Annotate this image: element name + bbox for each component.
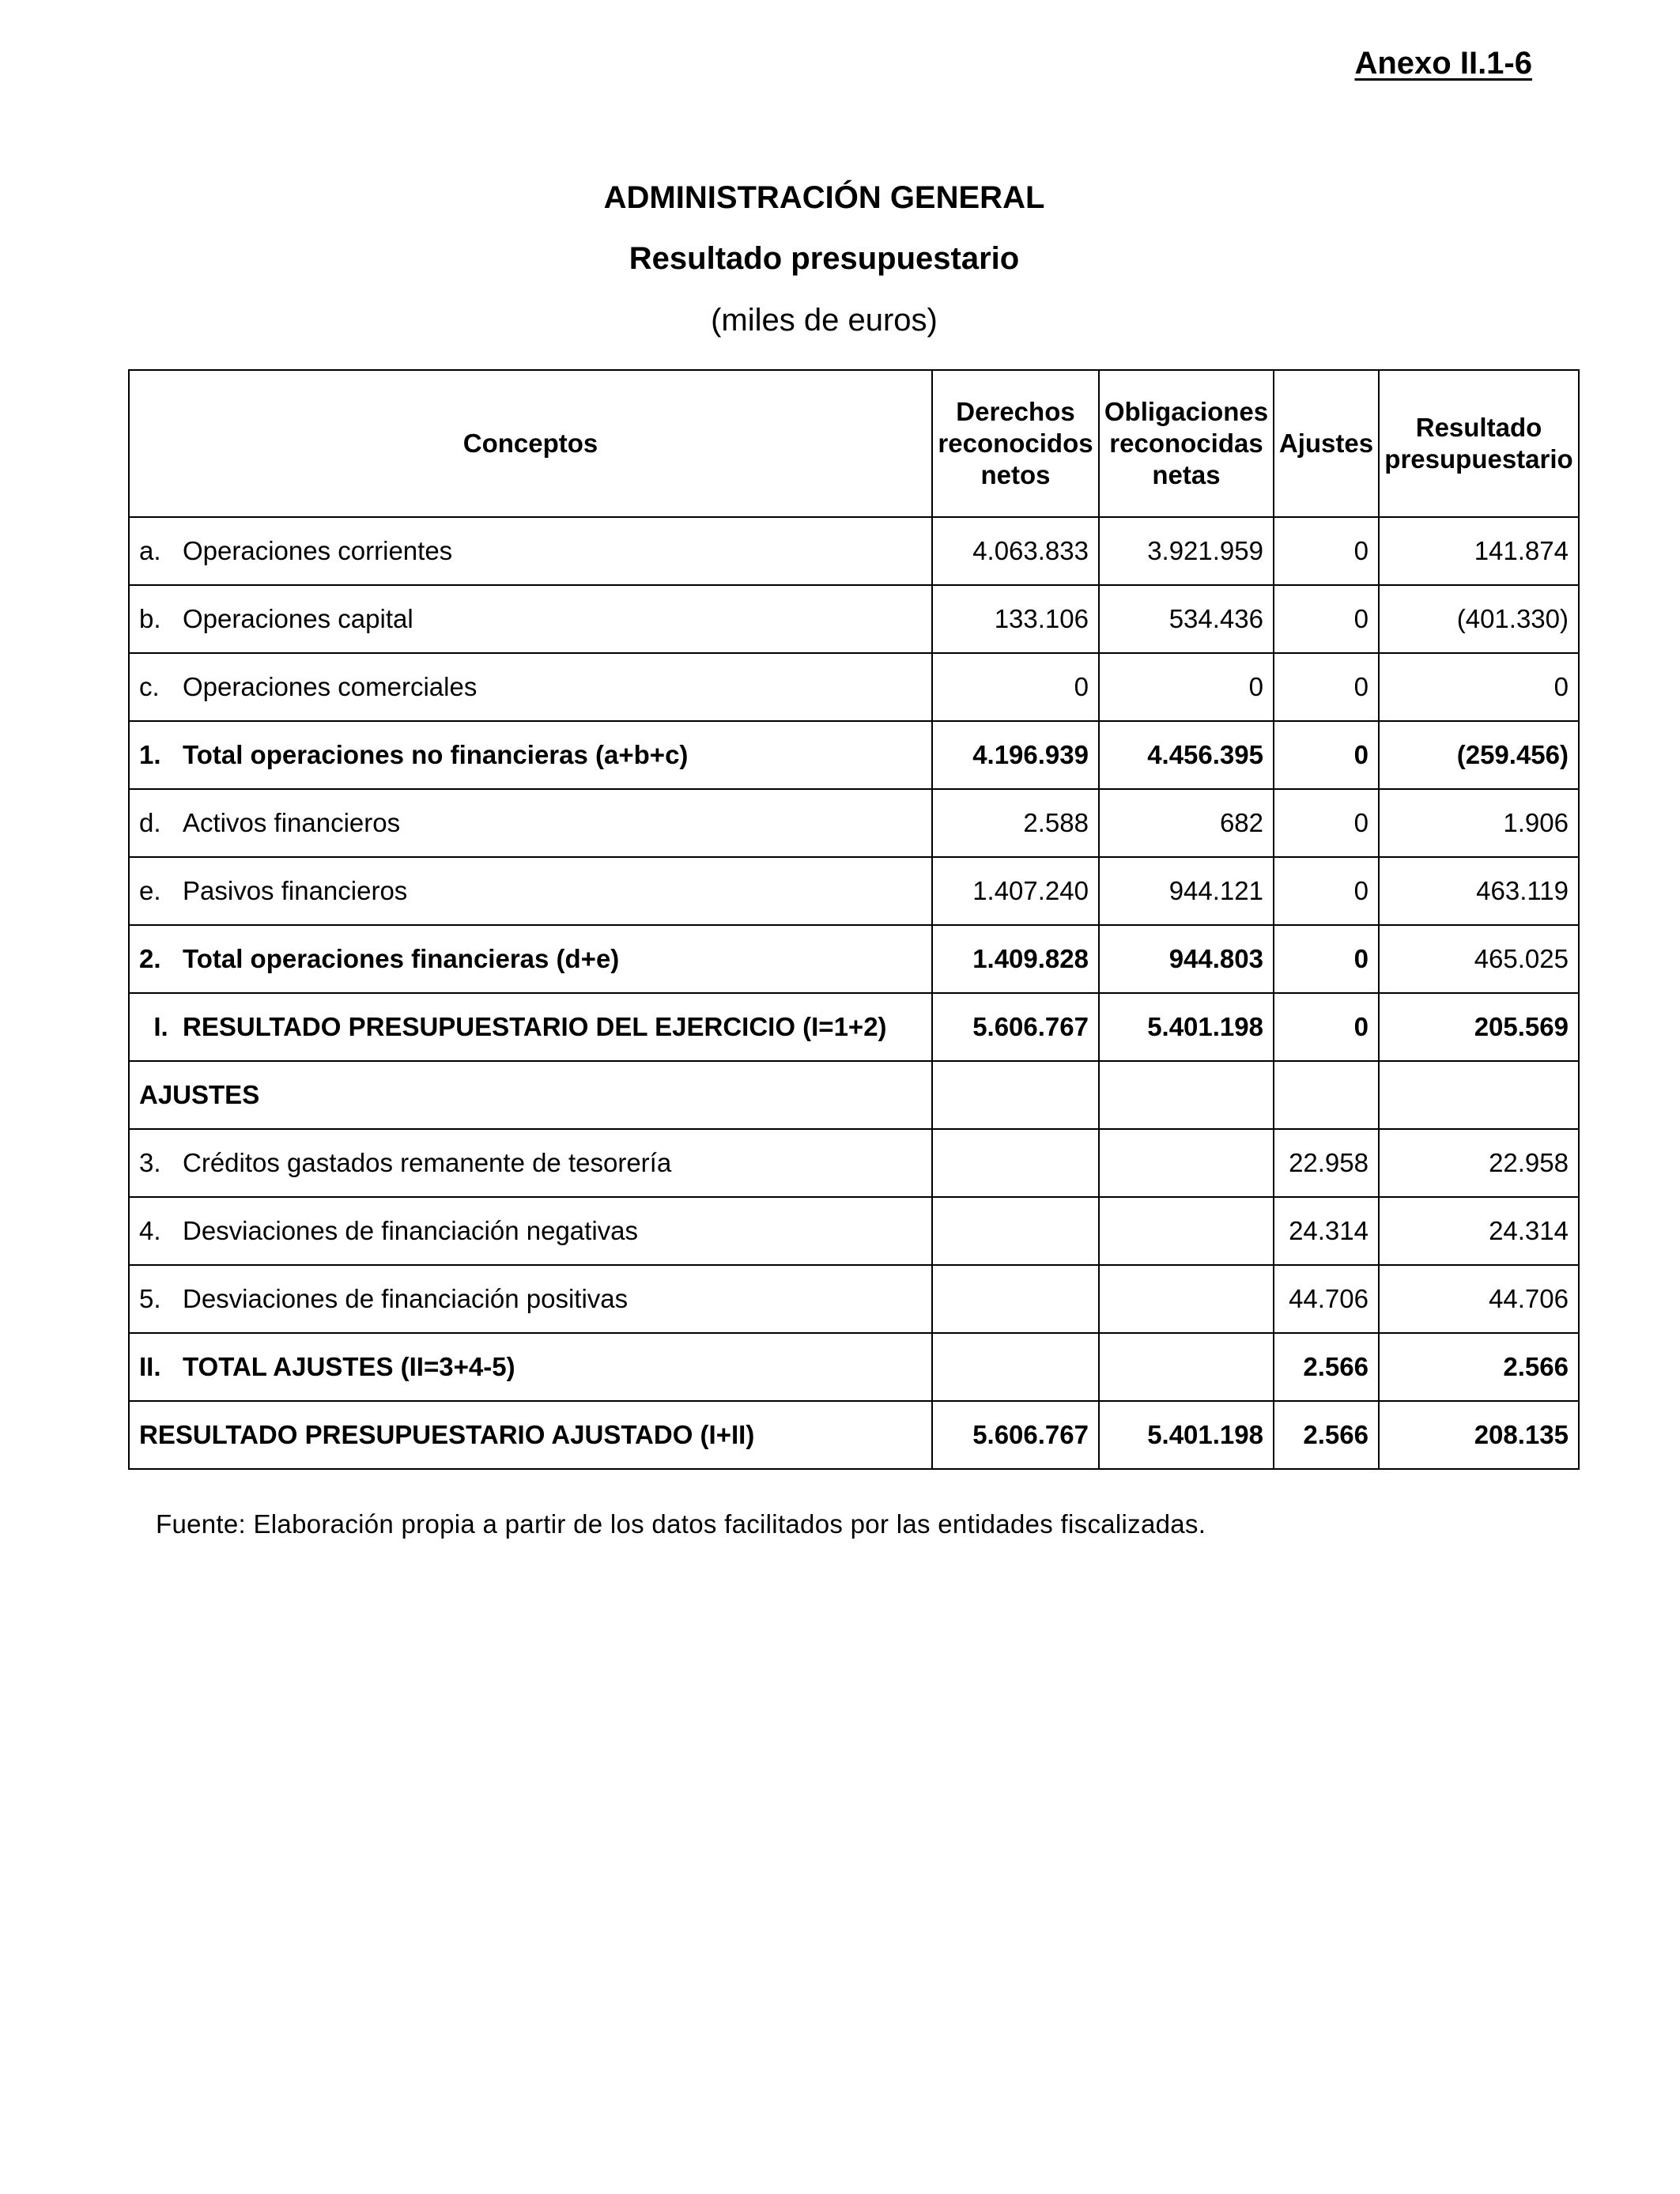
cell-obligations: 5.401.198 (1099, 993, 1274, 1061)
table-row (129, 517, 1579, 585)
row-label: d. (139, 808, 161, 837)
header-result: Resultado presupuestario (1379, 370, 1579, 517)
table-row (129, 653, 1579, 721)
table-row-adjustments-section (129, 1061, 1579, 1129)
document-title: ADMINISTRACIÓN GENERAL (603, 180, 1045, 215)
row-concept (129, 1401, 932, 1469)
header-concepts: Conceptos (129, 370, 932, 517)
row-concept (129, 1129, 932, 1197)
cell-result: (401.330) (1379, 585, 1579, 653)
cell-result: 465.025 (1379, 925, 1579, 993)
table-row-fiscal-result (129, 993, 1579, 1061)
row-concept (129, 1265, 932, 1333)
row-concept-text: TOTAL AJUSTES (II=3+4-5) (183, 1352, 515, 1381)
row-label: 5. (139, 1284, 161, 1313)
cell-adjustments: 0 (1274, 721, 1379, 789)
table-row-total-non-financial (129, 721, 1579, 789)
table-row-total-adjustments (129, 1333, 1579, 1401)
row-concept (129, 721, 932, 789)
row-concept-text: RESULTADO PRESUPUESTARIO AJUSTADO (I+II) (139, 1420, 755, 1449)
units-note: (miles de euros) (711, 303, 938, 338)
cell-rights (932, 1265, 1099, 1333)
table-row (129, 789, 1579, 857)
cell-adjustments: 0 (1274, 517, 1379, 585)
row-concept-text: Operaciones comerciales (183, 672, 478, 701)
cell-adjustments: 22.958 (1274, 1129, 1379, 1197)
row-label: 3. (139, 1148, 161, 1177)
cell-rights: 1.407.240 (932, 857, 1099, 925)
source-note: Fuente: Elaboración propia a partir de los datos facilitados por las entidades fiscalizadas. (156, 1509, 1206, 1539)
cell-obligations (1099, 1265, 1274, 1333)
row-label: 4. (139, 1216, 161, 1245)
header-obligations: Obligaciones reconocidas netas (1099, 370, 1274, 517)
row-concept-text: Créditos gastados remanente de tesorería (183, 1148, 672, 1177)
row-label: e. (139, 876, 161, 905)
cell-obligations (1099, 1129, 1274, 1197)
cell-rights (932, 1197, 1099, 1265)
row-concept-text: AJUSTES (139, 1080, 260, 1109)
header-rights: Derechos reconocidos netos (932, 370, 1099, 517)
cell-adjustments: 2.566 (1274, 1333, 1379, 1401)
cell-obligations: 4.456.395 (1099, 721, 1274, 789)
table-row-total-financial (129, 925, 1579, 993)
row-label: II. (139, 1352, 161, 1381)
row-concept (129, 585, 932, 653)
cell-rights: 0 (932, 653, 1099, 721)
cell-obligations (1099, 1061, 1274, 1129)
cell-result: 24.314 (1379, 1197, 1579, 1265)
table-row-adjusted-result (129, 1401, 1579, 1469)
cell-adjustments: 0 (1274, 585, 1379, 653)
cell-adjustments: 0 (1274, 993, 1379, 1061)
row-concept (129, 1333, 932, 1401)
cell-obligations (1099, 1333, 1274, 1401)
row-concept-text: Desviaciones de financiación negativas (183, 1216, 639, 1245)
table-row (129, 1197, 1579, 1265)
row-label: a. (139, 536, 161, 565)
table-header-row (129, 370, 1579, 517)
cell-result: (259.456) (1379, 721, 1579, 789)
cell-result (1379, 1061, 1579, 1129)
cell-rights: 4.196.939 (932, 721, 1099, 789)
cell-result: 0 (1379, 653, 1579, 721)
cell-adjustments (1274, 1061, 1379, 1129)
annex-reference: Anexo II.1-6 (1354, 46, 1532, 81)
row-concept-text: Activos financieros (183, 808, 401, 837)
row-concept (129, 1197, 932, 1265)
table-row (129, 585, 1579, 653)
cell-obligations: 3.921.959 (1099, 517, 1274, 585)
budget-result-table (128, 369, 1580, 1470)
row-concept (129, 517, 932, 585)
cell-result: 463.119 (1379, 857, 1579, 925)
cell-result: 1.906 (1379, 789, 1579, 857)
cell-adjustments: 0 (1274, 925, 1379, 993)
cell-obligations: 944.121 (1099, 857, 1274, 925)
row-concept-text: Operaciones corrientes (183, 536, 453, 565)
cell-rights: 2.588 (932, 789, 1099, 857)
cell-obligations: 944.803 (1099, 925, 1274, 993)
cell-result: 22.958 (1379, 1129, 1579, 1197)
cell-adjustments: 44.706 (1274, 1265, 1379, 1333)
row-concept-text: Pasivos financieros (183, 876, 408, 905)
row-concept (129, 857, 932, 925)
cell-result: 141.874 (1379, 517, 1579, 585)
cell-result: 205.569 (1379, 993, 1579, 1061)
cell-obligations: 5.401.198 (1099, 1401, 1274, 1469)
row-concept-text: Operaciones capital (183, 604, 413, 633)
row-label: 2. (139, 944, 161, 973)
cell-adjustments: 0 (1274, 857, 1379, 925)
cell-rights: 133.106 (932, 585, 1099, 653)
row-label: 1. (139, 740, 161, 769)
table-row (129, 1129, 1579, 1197)
row-concept (129, 1061, 932, 1129)
cell-rights (932, 1129, 1099, 1197)
row-concept-text: RESULTADO PRESUPUESTARIO DEL EJERCICIO (I=1+2) (183, 1012, 887, 1041)
cell-result: 2.566 (1379, 1333, 1579, 1401)
row-concept (129, 993, 932, 1061)
row-concept-text: Total operaciones no financieras (a+b+c) (183, 740, 689, 769)
cell-rights (932, 1333, 1099, 1401)
header-adjustments: Ajustes (1274, 370, 1379, 517)
table-row (129, 1265, 1579, 1333)
cell-adjustments: 0 (1274, 789, 1379, 857)
cell-rights: 4.063.833 (932, 517, 1099, 585)
row-concept (129, 653, 932, 721)
row-concept-text: Total operaciones financieras (d+e) (183, 944, 620, 973)
cell-rights: 5.606.767 (932, 993, 1099, 1061)
row-concept (129, 925, 932, 993)
cell-result: 44.706 (1379, 1265, 1579, 1333)
cell-obligations: 534.436 (1099, 585, 1274, 653)
cell-rights: 5.606.767 (932, 1401, 1099, 1469)
cell-rights: 1.409.828 (932, 925, 1099, 993)
cell-obligations: 682 (1099, 789, 1274, 857)
document-subtitle: Resultado presupuestario (629, 241, 1020, 276)
cell-obligations (1099, 1197, 1274, 1265)
cell-adjustments: 0 (1274, 653, 1379, 721)
cell-result: 208.135 (1379, 1401, 1579, 1469)
row-concept-text: Desviaciones de financiación positivas (183, 1284, 629, 1313)
cell-obligations: 0 (1099, 653, 1274, 721)
cell-rights (932, 1061, 1099, 1129)
row-label: b. (139, 604, 161, 633)
row-label: I. (153, 1012, 168, 1041)
cell-adjustments: 2.566 (1274, 1401, 1379, 1469)
cell-adjustments: 24.314 (1274, 1197, 1379, 1265)
row-label: c. (139, 672, 160, 701)
table-row (129, 857, 1579, 925)
row-concept (129, 789, 932, 857)
